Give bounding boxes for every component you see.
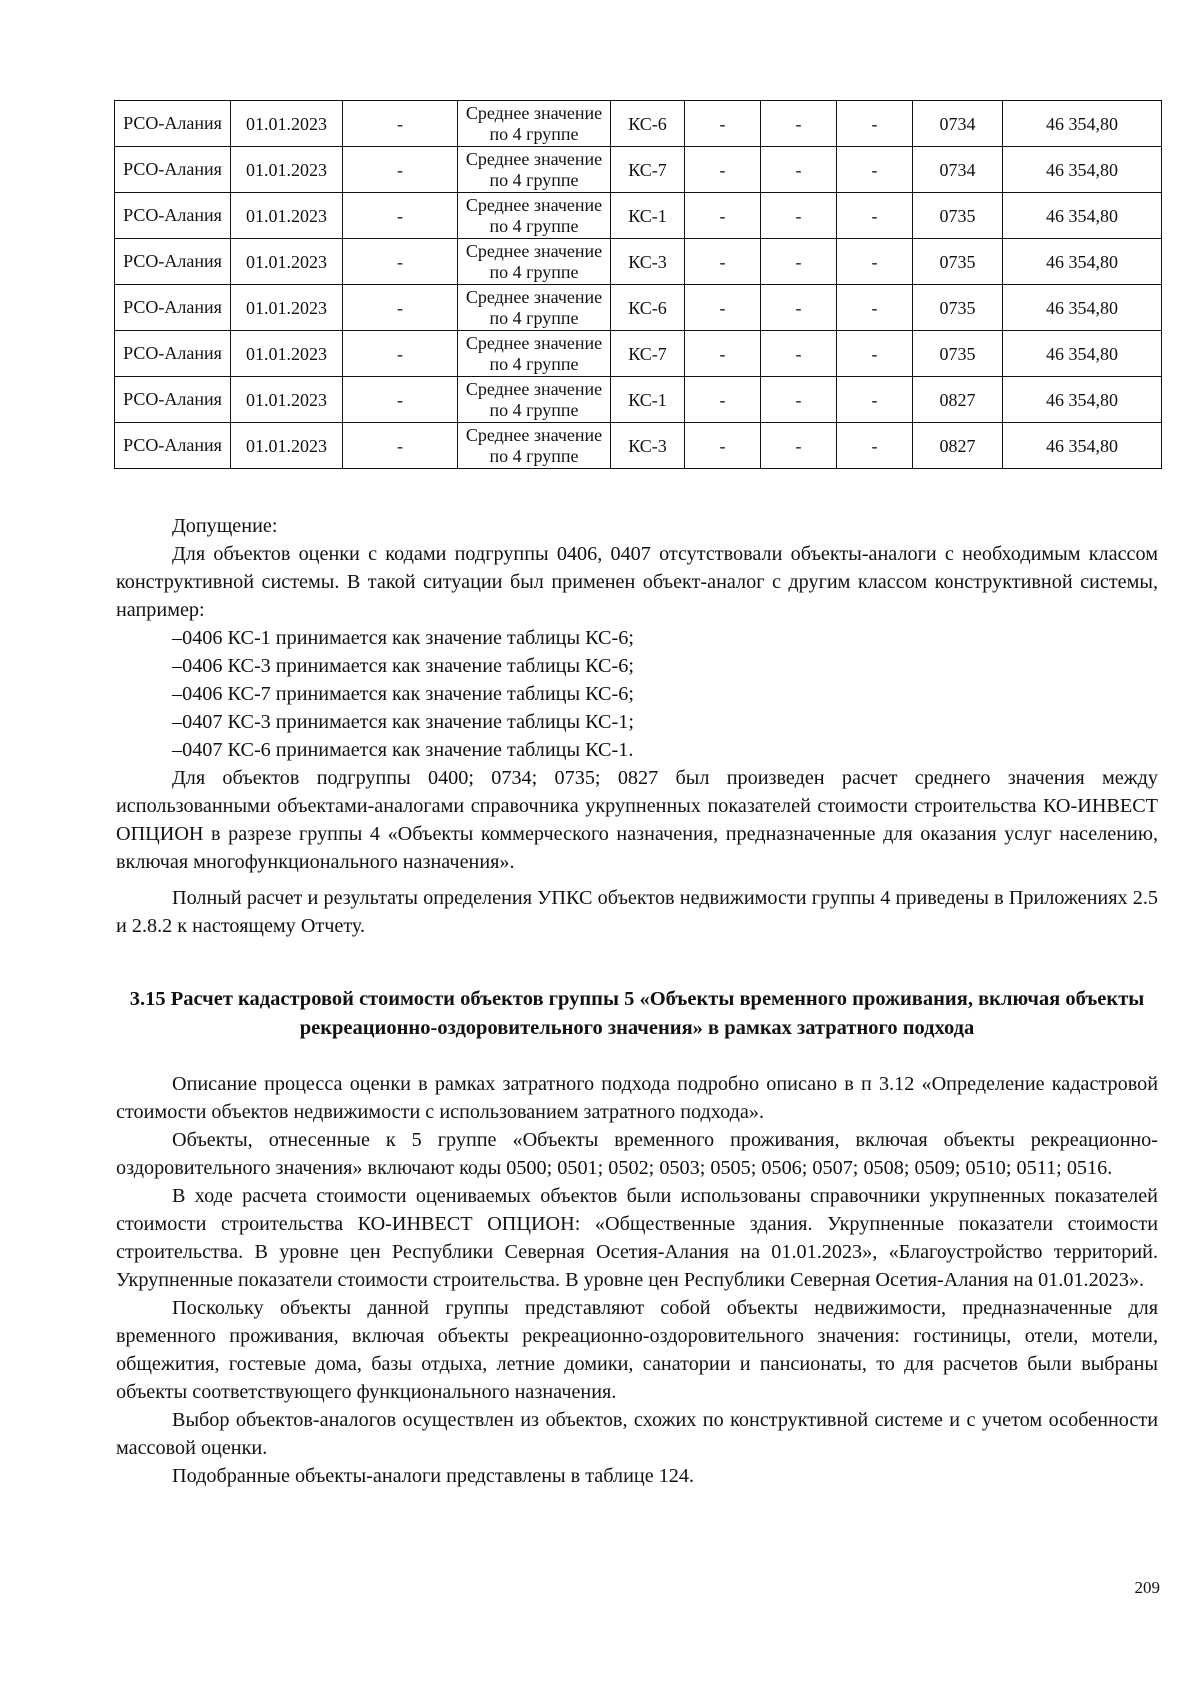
table-cell-region: РСО-Алания [115,101,231,147]
table-row [115,193,1162,239]
table-cell-c8: - [837,193,913,239]
table-row [115,147,1162,193]
table-cell-col3: - [343,285,458,331]
table-cell-c7: - [761,147,837,193]
section-paragraph: Описание процесса оценки в рамках затратного подхода подробно описано в п 3.12 «Определение кадастровой стоимости объектов недвижимости с использованием затратного подхода». [116,1073,1158,1123]
assumption-list-item: –0407 КС-6 принимается как значение таблицы КС-1. [172,739,634,761]
table-row [115,331,1162,377]
table-cell-col3: - [343,147,458,193]
table-cell-ks: КС-6 [611,285,685,331]
table-cell-desc: Среднее значение по 4 группе [458,285,611,331]
table-cell-price: 46 354,80 [1003,239,1162,285]
table-cell-price: 46 354,80 [1003,101,1162,147]
assumption-list-item: –0406 КС-1 принимается как значение таблицы КС-6; [172,627,634,649]
table-cell-price: 46 354,80 [1003,331,1162,377]
analog-table [114,100,1162,469]
table-cell-desc: Среднее значение по 4 группе [458,101,611,147]
table-cell-c7: - [761,423,837,469]
table-cell-ks: КС-1 [611,193,685,239]
table-cell-c7: - [761,285,837,331]
assumption-full-calc: Полный расчет и результаты определения УПКС объектов недвижимости группы 4 приведены в Приложениях 2.5 и 2.8.2 к настоящему Отчету. [116,887,1158,937]
table-cell-c7: - [761,193,837,239]
table-cell-c8: - [837,147,913,193]
table-cell-desc: Среднее значение по 4 группе [458,377,611,423]
table-cell-desc: Среднее значение по 4 группе [458,331,611,377]
page-number: 209 [1134,1578,1160,1597]
table-cell-region: РСО-Алания [115,377,231,423]
table-cell-code: 0735 [913,331,1003,377]
table-row [115,101,1162,147]
table-row [115,377,1162,423]
table-cell-date: 01.01.2023 [231,285,343,331]
assumption-block [116,512,1158,940]
section-paragraph: Поскольку объекты данной группы представляют собой объекты недвижимости, предназначенные для временного проживания, включая объекты рекреационно-оздоровительного значения: гостиницы, отели, мотели, общежития, гостевые дома, базы отдыха, летние домики, санатории и пансионаты, то для расчетов были выбраны объекты соответствующего функционального назначения. [116,1297,1158,1403]
table-cell-ks: КС-7 [611,331,685,377]
assumption-list-item: –0406 КС-7 принимается как значение таблицы КС-6; [172,683,634,705]
table-cell-col3: - [343,239,458,285]
table-cell-c8: - [837,285,913,331]
table-cell-code: 0735 [913,239,1003,285]
table-cell-region: РСО-Алания [115,239,231,285]
table-row [115,239,1162,285]
table-cell-c6: - [685,285,761,331]
table-cell-price: 46 354,80 [1003,193,1162,239]
section-paragraph: В ходе расчета стоимости оцениваемых объектов были использованы справочники укрупненных показателей стоимости строительства КО-ИНВЕСТ ОПЦИОН: «Общественные здания. Укрупненные показатели стоимости строительства. В уровне цен Республики Северная Осетия-Алания на 01.01.2023», «Благоустройство территорий. Укрупненные показатели стоимости строительства. В уровне цен Республики Северная Осетия-Алания на 01.01.2023». [116,1185,1158,1291]
table-cell-code: 0735 [913,193,1003,239]
table-cell-region: РСО-Алания [115,193,231,239]
table-row [115,423,1162,469]
table-cell-col3: - [343,193,458,239]
table-cell-c8: - [837,423,913,469]
section-body [116,1070,1158,1490]
table-cell-c8: - [837,239,913,285]
table-cell-desc: Среднее значение по 4 группе [458,239,611,285]
table-cell-ks: КС-1 [611,377,685,423]
table-cell-c8: - [837,331,913,377]
table-cell-price: 46 354,80 [1003,377,1162,423]
table-cell-c7: - [761,331,837,377]
table-cell-code: 0735 [913,285,1003,331]
table-cell-ks: КС-6 [611,101,685,147]
table-cell-desc: Среднее значение по 4 группе [458,423,611,469]
table-cell-price: 46 354,80 [1003,285,1162,331]
table-cell-date: 01.01.2023 [231,193,343,239]
table-cell-c8: - [837,377,913,423]
table-cell-region: РСО-Алания [115,423,231,469]
table-cell-c6: - [685,239,761,285]
table-cell-code: 0827 [913,377,1003,423]
table-cell-c8: - [837,101,913,147]
table-row [115,285,1162,331]
table-cell-date: 01.01.2023 [231,331,343,377]
table-cell-ks: КС-7 [611,147,685,193]
table-cell-c6: - [685,423,761,469]
table-cell-code: 0734 [913,101,1003,147]
assumption-average: Для объектов подгруппы 0400; 0734; 0735; 0827 был произведен расчет среднего значения между использованными объектами-аналогами справочника укрупненных показателей стоимости строительства КО-ИНВЕСТ ОПЦИОН в разрезе группы 4 «Объекты коммерческого назначения, предназначенные для оказания услуг населению, включая многофункционального назначения». [116,767,1158,873]
assumption-list-item: –0407 КС-3 принимается как значение таблицы КС-1; [172,711,634,733]
table-cell-date: 01.01.2023 [231,423,343,469]
table-cell-date: 01.01.2023 [231,377,343,423]
table-cell-col3: - [343,377,458,423]
table-cell-c6: - [685,101,761,147]
table-cell-price: 46 354,80 [1003,147,1162,193]
table-cell-col3: - [343,101,458,147]
assumption-list-item: –0406 КС-3 принимается как значение таблицы КС-6; [172,655,634,677]
table-cell-date: 01.01.2023 [231,147,343,193]
table-cell-col3: - [343,331,458,377]
table-cell-col3: - [343,423,458,469]
table-cell-ks: КС-3 [611,423,685,469]
table-cell-c7: - [761,377,837,423]
table-cell-code: 0827 [913,423,1003,469]
assumption-intro: Для объектов оценки с кодами подгруппы 0406, 0407 отсутствовали объекты-аналоги с необходимым классом конструктивной системы. В такой ситуации был применен объект-аналог с другим классом конструктивной системы, например: [116,543,1158,621]
table-cell-c6: - [685,377,761,423]
assumption-title: Допущение: [172,515,278,537]
table-cell-ks: КС-3 [611,239,685,285]
table-cell-code: 0734 [913,147,1003,193]
section-paragraph: Выбор объектов-аналогов осуществлен из объектов, схожих по конструктивной системе и с учетом особенности массовой оценки. [116,1409,1158,1459]
analog-table-body [115,101,1162,469]
section-heading: 3.15 Расчет кадастровой стоимости объектов группы 5 «Объекты временного проживания, включая объекты рекреационно-оздоровительного значения» в рамках затратного подхода [129,988,1145,1039]
table-cell-date: 01.01.2023 [231,101,343,147]
table-cell-region: РСО-Алания [115,331,231,377]
table-cell-c7: - [761,101,837,147]
table-cell-c6: - [685,331,761,377]
table-cell-desc: Среднее значение по 4 группе [458,147,611,193]
table-cell-region: РСО-Алания [115,285,231,331]
table-cell-c6: - [685,193,761,239]
assumption-list [116,624,1158,764]
table-cell-region: РСО-Алания [115,147,231,193]
section-paragraph: Объекты, отнесенные к 5 группе «Объекты временного проживания, включая объекты рекреационно-оздоровительного значения» включают коды 0500; 0501; 0502; 0503; 0505; 0506; 0507; 0508; 0509; 0510; 0511; 0516. [116,1129,1158,1179]
table-cell-desc: Среднее значение по 4 группе [458,193,611,239]
table-cell-date: 01.01.2023 [231,239,343,285]
table-cell-c7: - [761,239,837,285]
section-paragraph: Подобранные объекты-аналоги представлены в таблице 124. [172,1465,695,1487]
table-cell-price: 46 354,80 [1003,423,1162,469]
table-cell-c6: - [685,147,761,193]
